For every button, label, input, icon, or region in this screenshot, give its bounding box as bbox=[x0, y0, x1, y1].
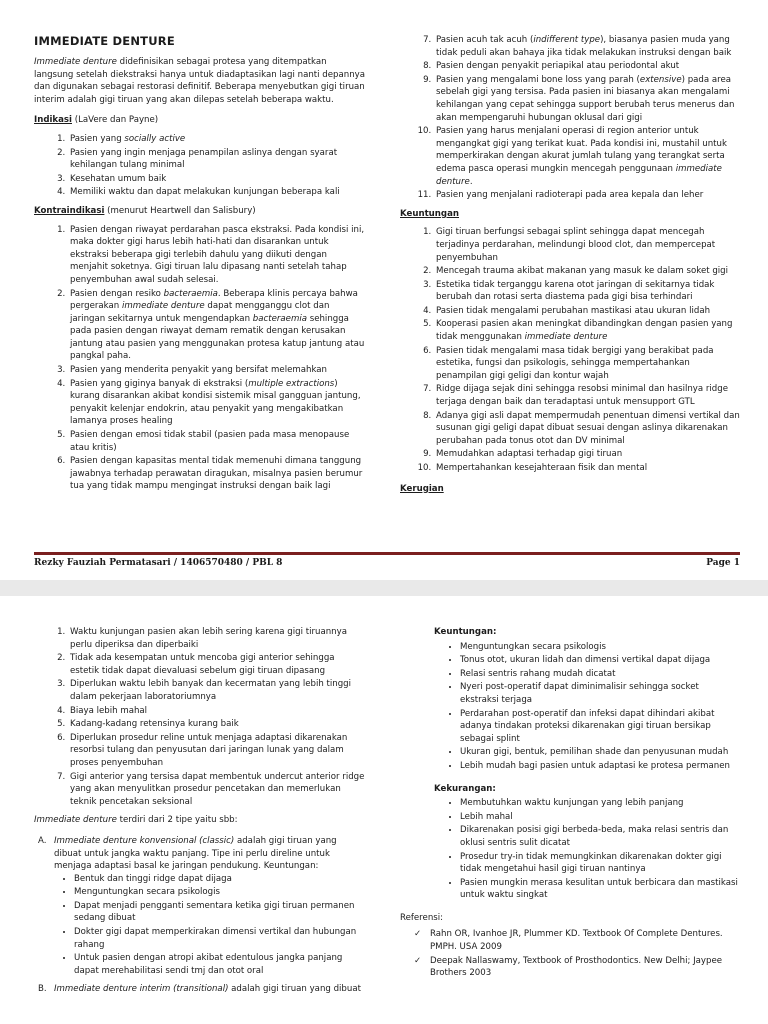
kerugian-list-item: 5. Kadang-kadang retensinya kurang baik bbox=[68, 718, 366, 731]
kontraindikasi-list-item: 5. Pasien dengan emosi tidak stabil (pasien pada masa menopause atau kritis) bbox=[68, 429, 366, 454]
keuntungan-list bbox=[400, 226, 740, 474]
indikasi-list bbox=[34, 133, 366, 199]
kontraindikasi-list bbox=[34, 224, 366, 493]
tipe-a-item bbox=[38, 835, 366, 978]
kerugian-heading bbox=[400, 483, 740, 496]
left-column-page-2 bbox=[34, 626, 366, 1002]
tipe-a-points-item: • Untuk pasien dengan atropi akibat edentulous jangka panjang dapat merehabilitasi sendi tmj dan otot oral bbox=[74, 952, 366, 977]
interim-kekurangan-list-item: • Prosedur try-in tidak memungkinkan dikarenakan dokter gigi tidak mengetahui hasil gigi tiruan nantinya bbox=[460, 851, 740, 876]
indikasi-source: (LaVere dan Payne) bbox=[72, 115, 159, 126]
interim-keuntungan-list-item: • Lebih mudah bagi pasien untuk adaptasi ke protesa permanen bbox=[460, 760, 740, 773]
keuntungan-label: Keuntungan bbox=[400, 208, 459, 219]
keuntungan-list-item: 1. Gigi tiruan berfungsi sebagai splint sehingga dapat mencegah terjadinya perdarahan, melindungi blood clot, dan mempercepat penyembuhan bbox=[434, 226, 740, 264]
keuntungan-list-item: 10. Mempertahankan kesejahteraan fisik dan mental bbox=[434, 462, 740, 475]
tipe-a-text: adalah gigi tiruan yang dibuat untuk jangka waktu panjang. Tipe ini perlu direline untuk menjaga adaptasi basal ke jaringan pendukung. Keuntungan: bbox=[54, 835, 337, 872]
referensi-heading: Referensi: bbox=[400, 912, 444, 923]
intro-term: Immediate denture bbox=[34, 57, 117, 67]
tipe-a-letter: A. bbox=[38, 835, 47, 846]
right-column-page-2 bbox=[400, 626, 740, 986]
kontraindikasi-list-item: 6. Pasien dengan kapasitas mental tidak memenuhi dimana tanggung jawabnya terhadap perawatan diragukan, misalnya pasien berumur tua yang tidak mampu mengingat instruksi dengan baik lagi bbox=[68, 455, 366, 493]
tipe-a-points-item: • Dokter gigi dapat memperkirakan dimensi vertikal dan hubungan rahang bbox=[74, 926, 366, 951]
kontraindikasi-list-item: 3. Pasien yang menderita penyakit yang bersifat melemahkan bbox=[68, 364, 366, 377]
footer-author: Rezky Fauziah Permatasari / 1406570480 / PBL 8 bbox=[34, 558, 283, 568]
kontraindikasi-heading bbox=[34, 205, 366, 218]
kontraindikasi-list-item: 4. Pasien yang giginya banyak di ekstraksi (multiple extractions) kurang disarankan akibat kondisi sistemik misal gangguan jantung, penyakit kelenjar endokrin, atau penyakit yang mengakibatkan lamanya proses healing bbox=[68, 378, 366, 428]
kontraindikasi-source: (menurut Heartwell dan Salisbury) bbox=[104, 205, 256, 216]
kontraindikasi-list-item: 2. Pasien dengan resiko bacteraemia. Beberapa klinis percaya bahwa pergerakan immediate denture dapat mengganggu clot dan jaringan sekitarnya untuk mengendapkan bacteraemia sehingga pada pasien dengan riwayat demam rematik dengan kerusakan jantung atau pasien yang menggunakan protesa katup jantung atau pangkal paha. bbox=[68, 288, 366, 364]
kontraindikasi-list-continued bbox=[400, 34, 740, 202]
kontraindikasi-list-continued-item: 10. Pasien yang harus menjalani operasi di region anterior untuk mengangkat gigi yang terikat kuat. Pada kondisi ini, mustahil untuk memperkirakan dengan akurat jumlah tulang yang terangkat serta edema pasca operasi mungkin mencegah penggunaan immediate denture. bbox=[434, 125, 740, 188]
tipe-b-item bbox=[38, 983, 366, 996]
keuntungan-list-item: 9. Memudahkan adaptasi terhadap gigi tiruan bbox=[434, 448, 740, 461]
keuntungan-list-item: 4. Pasien tidak mengalami perubahan mastikasi atau ukuran lidah bbox=[434, 305, 740, 318]
kontraindikasi-list-continued-item: 9. Pasien yang mengalami bone loss yang parah (extensive) pada area sebelah gigi yang tersisa. Pada pasien ini biasanya akan mengalami kehilangan yang cepat sehingga support berubah terus menerus dan akan mempengaruhi hubungan oklusal dari gigi bbox=[434, 74, 740, 124]
intro-text: didefinisikan sebagai protesa yang ditempatkan langsung setelah diekstraksi hanya untuk diadaptasikan lagi nanti depannya dan digunakan sebagai restorasi definitif. Beberapa menyebutkan gigi tiruan interim adalah gigi tiruan yang akan dilepas setelah beberapa waktu. bbox=[34, 57, 365, 105]
kekurangan-subheading: Kekurangan: bbox=[434, 783, 496, 794]
page-footer bbox=[34, 552, 740, 568]
interim-kekurangan-list-item: • Dikarenakan posisi gigi berbeda-beda, maka relasi sentris dan oklusi sentris sulit dicatat bbox=[460, 824, 740, 849]
referensi-list bbox=[400, 928, 740, 979]
kerugian-list-item: 4. Biaya lebih mahal bbox=[68, 705, 366, 718]
right-column bbox=[400, 34, 740, 501]
indikasi-list-item: 2. Pasien yang ingin menjaga penampilan aslinya dengan syarat kehilangan tulang minimal bbox=[68, 147, 366, 172]
kerugian-list-item: 3. Diperlukan waktu lebih banyak dan kecermatan yang lebih tinggi dalam pekerjaan laboratoriumnya bbox=[68, 678, 366, 703]
tipe-term: Immediate denture bbox=[34, 815, 117, 826]
kontraindikasi-list-continued-item: 7. Pasien acuh tak acuh (indifferent type), biasanya pasien muda yang tidak peduli akan bahaya jika tidak melakukan instruksi dengan baik bbox=[434, 34, 740, 59]
interim-keuntungan-list-item: • Menguntungkan secara psikologis bbox=[460, 641, 740, 654]
keuntungan-list-item: 8. Adanya gigi asli dapat mempermudah penentuan dimensi vertikal dan susunan gigi geligi dapat dibuat sesuai dengan aslinya dikarenakan perubahan pada tonus otot dan DV minimal bbox=[434, 410, 740, 448]
intro-paragraph bbox=[34, 56, 366, 106]
footer-page-number: Page 1 bbox=[706, 558, 740, 568]
indikasi-list-item: 1. Pasien yang socially active bbox=[68, 133, 366, 146]
tipe-b-letter: B. bbox=[38, 984, 47, 995]
kerugian-list-item: 1. Waktu kunjungan pasien akan lebih sering karena gigi tiruannya perlu diperiksa dan diperbaiki bbox=[68, 626, 366, 651]
interim-keuntungan-list-item: • Nyeri post-operatif dapat diminimalisir sehingga socket ekstraksi terjaga bbox=[460, 681, 740, 706]
tipe-b-term: Immediate denture interim (transitional) bbox=[54, 984, 229, 995]
interim-kekurangan-list bbox=[400, 797, 740, 902]
keuntungan-list-item: 6. Pasien tidak mengalami masa tidak bergigi yang berakibat pada estetika, fungsi dan psikologis, sehingga mempertahankan penampilan gigi geligi dan kontur wajah bbox=[434, 345, 740, 383]
keuntungan-subheading: Keuntungan: bbox=[434, 627, 497, 637]
kontraindikasi-list-continued-item: 11. Pasien yang menjalani radioterapi pada area kepala dan leher bbox=[434, 189, 740, 202]
referensi-list-item: ✓ Rahn OR, Ivanhoe JR, Plummer KD. Textbook Of Complete Dentures. PMPH. USA 2009 bbox=[430, 928, 740, 953]
tipe-b-text: adalah gigi tiruan yang dibuat bbox=[228, 984, 361, 995]
interim-keuntungan-list-item: • Ukuran gigi, bentuk, pemilihan shade dan penyusunan mudah bbox=[460, 746, 740, 759]
indikasi-list-item: 3. Kesehatan umum baik bbox=[68, 173, 366, 186]
kerugian-list-item: 6. Diperlukan prosedur reline untuk menjaga adaptasi dikarenakan resorbsi tulang dan penyusutan dari jaringan lunak yang dalam proses penyembuhan bbox=[68, 732, 366, 770]
tipe-text: terdiri dari 2 tipe yaitu sbb: bbox=[116, 815, 238, 826]
indikasi-list-item: 4. Memiliki waktu dan dapat melakukan kunjungan beberapa kali bbox=[68, 186, 366, 199]
interim-kekurangan-list-item: • Pasien mungkin merasa kesulitan untuk berbicara dan mastikasi untuk waktu singkat bbox=[460, 877, 740, 902]
interim-keuntungan-list bbox=[400, 641, 740, 773]
tipe-a-points bbox=[54, 873, 366, 978]
tipe-a-points-item: • Menguntungkan secara psikologis bbox=[74, 886, 366, 899]
keuntungan-heading bbox=[400, 208, 740, 221]
indikasi-label: Indikasi bbox=[34, 115, 72, 126]
interim-kekurangan-list-item: • Lebih mahal bbox=[460, 811, 740, 824]
tipe-paragraph bbox=[34, 814, 366, 827]
document-page-2 bbox=[0, 596, 768, 1024]
kerugian-list-item: 2. Tidak ada kesempatan untuk mencoba gigi anterior sehingga estetik tidak dapat dievaluasi sebelum gigi tiruan dipasang bbox=[68, 652, 366, 677]
interim-keuntungan-list-item: • Tonus otot, ukuran lidah dan dimensi vertikal dapat dijaga bbox=[460, 654, 740, 667]
keuntungan-list-item: 2. Mencegah trauma akibat makanan yang masuk ke dalam soket gigi bbox=[434, 265, 740, 278]
kontraindikasi-list-item: 1. Pasien dengan riwayat perdarahan pasca ekstraksi. Pada kondisi ini, maka dokter gigi harus lebih hati-hati dan disarankan untuk ekstraksi beberapa gigi terlebih dahulu yang diikuti dengan menjahit soketnya. Gigi tiruan lalu dipasang nanti setelah tahap penyembuhan awal sudah selesai. bbox=[68, 224, 366, 287]
keuntungan-list-item: 7. Ridge dijaga sejak dini sehingga resobsi minimal dan hasilnya ridge terjaga dengan baik dan teradaptasi untuk mensupport GTL bbox=[434, 383, 740, 408]
kerugian-label: Kerugian bbox=[400, 483, 444, 494]
kontraindikasi-label: Kontraindikasi bbox=[34, 205, 105, 216]
keuntungan-list-item: 5. Kooperasi pasien akan meningkat dibandingkan dengan pasien yang tidak menggunakan immediate denture bbox=[434, 318, 740, 343]
indikasi-heading bbox=[34, 114, 366, 127]
referensi-list-item: ✓ Deepak Nallaswamy, Textbook of Prosthodontics. New Delhi; Jaypee Brothers 2003 bbox=[430, 955, 740, 980]
kontraindikasi-list-continued-item: 8. Pasien dengan penyakit periapikal atau periodontal akut bbox=[434, 60, 740, 73]
kerugian-list bbox=[34, 626, 366, 808]
interim-keuntungan-list-item: • Relasi sentris rahang mudah dicatat bbox=[460, 668, 740, 681]
tipe-a-points-item: • Bentuk dan tinggi ridge dapat dijaga bbox=[74, 873, 366, 886]
document-title: IMMEDIATE DENTURE bbox=[34, 34, 175, 48]
tipe-a-term: Immediate denture konvensional (classic) bbox=[54, 835, 235, 846]
left-column bbox=[34, 34, 366, 499]
interim-keuntungan-list-item: • Perdarahan post-operatif dan infeksi dapat dihindari akibat adanya tindakan proteksi dikarenakan gigi tiruan bersikap sebagai splint bbox=[460, 708, 740, 746]
tipe-a-points-item: • Dapat menjadi pengganti sementara ketika gigi tiruan permanen sedang dibuat bbox=[74, 900, 366, 925]
kerugian-list-item: 7. Gigi anterior yang tersisa dapat membentuk undercut anterior ridge yang akan menyulitkan prosedur pencetakan dan memerlukan teknik pencetakan seksional bbox=[68, 771, 366, 809]
tipe-list bbox=[34, 835, 366, 996]
keuntungan-list-item: 3. Estetika tidak terganggu karena otot jaringan di sekitarnya tidak berubah dan rotasi serta diastema pada gigi bisa terhindari bbox=[434, 279, 740, 304]
interim-kekurangan-list-item: • Membutuhkan waktu kunjungan yang lebih panjang bbox=[460, 797, 740, 810]
